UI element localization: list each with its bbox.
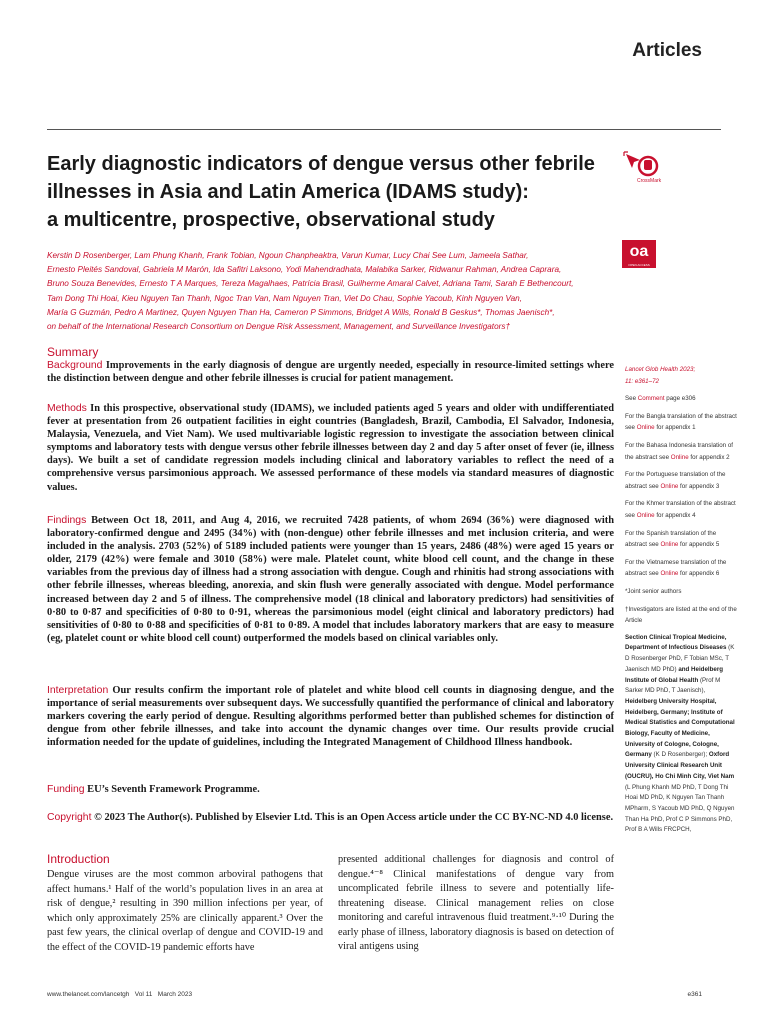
author-line: Bruno Souza Benevides, Ernesto T A Marques, Tereza Magalhaes, Patrícia Brasil, Guilherme Amaral Calvet, Adriana Tami, Sarah E Bethencourt, (47, 279, 574, 289)
translation-note (625, 469, 737, 492)
crossmark-label: CrossMark (637, 178, 662, 184)
note-text: for appendix 1 (654, 424, 696, 432)
affiliations (625, 633, 737, 836)
citation (625, 364, 737, 387)
affiliation-name: Heidelberg University Hospital, Heidelberg, Germany; Institute of Medical Statistics and Computational Biology, Faculty of Medicine, University of Cologne, Cologne, Germany (625, 697, 735, 759)
affiliation-people: (Prof M Sarker MD PhD, T Jaenisch), (625, 676, 721, 695)
note-text: See (625, 395, 638, 403)
abstract-label: Findings (47, 515, 87, 526)
title-line: a multicentre, prospective, observational study (47, 209, 495, 231)
open-access-badge (622, 240, 656, 268)
section-label: Articles (632, 40, 702, 61)
translation-note (625, 440, 737, 463)
note-text: page e306 (664, 395, 696, 403)
affiliation-people: (K D Rosenberger PhD, F Tobian MSc, T Jaenisch MD PhD) (625, 644, 735, 673)
introduction-heading: Introduction (47, 852, 110, 866)
title-line: Early diagnostic indicators of dengue versus other febrile (47, 153, 595, 175)
note-text: for appendix 5 (678, 541, 720, 549)
abstract-methods (47, 402, 614, 494)
oa-sub-label: OPEN ACCESS (628, 263, 650, 267)
note-text: For the Bangla translation of the abstract see (625, 412, 737, 432)
affiliation-name: Oxford University Clinical Research Unit (OUCRU), Ho Chi Minh City, Viet Nam (625, 751, 735, 780)
journal-citation: Lancet Glob Health 2023; (625, 366, 696, 373)
abstract-text: EU’s Seventh Framework Programme. (84, 784, 260, 795)
joint-authors-note: *Joint senior authors (625, 587, 682, 595)
translation-note (625, 498, 737, 521)
abstract-label: Interpretation (47, 685, 109, 696)
abstract-label: Copyright (47, 812, 92, 823)
comment-note (625, 393, 737, 405)
abstract-text: Improvements in the early diagnosis of dengue are urgently needed, especially in resource-limited settings where the distinction between dengue and other febrile illnesses is crucial for patient management. (47, 360, 614, 385)
affiliation-and: and (678, 665, 690, 673)
abstract-copyright (47, 811, 614, 824)
note-text: For the Vietnamese translation of the abstract see (625, 558, 727, 578)
note-text: for appendix 3 (678, 482, 720, 490)
article-title (47, 150, 595, 234)
abstract-background (47, 359, 614, 385)
translation-note (625, 557, 737, 580)
abstract-text: In this prospective, observational study (IDAMS), we included patients aged 5 years and older with undifferentiated fever at presentation from 26 outpatient facilities in eight countries (Bangladesh, Brazil, Cambodia, El Salvador, Indonesia, Malaysia, Venezuela, and Viet Nam). We used multivariable logistic regression to investigate the association between clinical symptoms and laboratory tests with dengue versus other febrile illnesses between day 2 and day 5 after onset of fever (ie, illness days). We built a set of candidate regression models including clinical and laboratory variables to reflect the need of a comprehensive versus parsimonious approach. We assessed performance of these models via standard measures of diagnostic values. (47, 403, 614, 493)
author-line: on behalf of the International Research Consortium on Dengue Risk Assessment, Management, and Surveillance Investigators† (47, 322, 511, 332)
online-link[interactable]: Online (636, 511, 655, 519)
investigators-note: †Investigators are listed at the end of the Article (625, 605, 737, 625)
volume-citation: 11: e361–72 (625, 377, 659, 385)
online-link[interactable]: Online (670, 453, 689, 461)
author-line: Ernesto Pleités Sandoval, Gabriela M Marón, Ida Safitri Laksono, Yodi Mahendradhata, Malabika Sarker, Ridwanur Rahman, Andrea Caprara, (47, 265, 562, 275)
intro-column-2: presented additional challenges for diagnosis and control of dengue.⁴⁻⁸ Clinical manifestations of dengue vary from uncomplicated febrile illness to severe and potentially life-threatening disease. Clinical management relies on close monitoring and careful intravenous fluid treatment.⁹·¹⁰ During the early phase of illness, laboratory diagnosis is based on detection of viral antigens using (338, 854, 614, 952)
oa-label: oa (629, 243, 649, 260)
affiliation-people: (K D Rosenberger); (651, 751, 709, 759)
author-line: María G Guzmán, Pedro A Martinez, Quyen Nguyen Than Ha, Cameron P Simmons, Bridget A Wills, Ronald B Geskus*, Thomas Jaenisch*, (47, 307, 555, 317)
note-text: for appendix 2 (688, 453, 730, 461)
author-line: Kerstin D Rosenberger, Lam Phung Khanh, Frank Tobian, Ngoun Chanpheaktra, Varun Kumar, Lucy Chai See Lum, Jameela Sathar, (47, 251, 529, 260)
abstract-interpretation (47, 684, 614, 749)
crossmark-icon[interactable] (622, 150, 670, 190)
page-number: e361 (687, 991, 702, 998)
note-text: for appendix 4 (654, 511, 696, 519)
note-text: For the Portuguese translation of the abstract see (625, 471, 726, 490)
translation-note (625, 528, 737, 551)
footer-journal: www.thelancet.com/lancetgh Vol 11 March 2023 (47, 991, 193, 998)
online-link[interactable]: Online (660, 541, 679, 549)
sidebar-notes (625, 364, 737, 842)
abstract-funding (47, 783, 614, 796)
online-link[interactable]: Online (636, 424, 655, 432)
translation-note (625, 411, 737, 434)
abstract-label: Methods (47, 403, 87, 414)
abstract-label: Background (47, 360, 103, 371)
note-text: For the Spanish translation of the abstract see (625, 529, 717, 549)
header-rule (47, 129, 721, 130)
abstract-findings (47, 514, 614, 645)
online-link[interactable]: Online (660, 570, 679, 578)
abstract-text: Between Oct 18, 2011, and Aug 4, 2016, we recruited 7428 patients, of whom 2694 (36%) were diagnosed with laboratory-confirmed dengue and 2495 (34%) with (non-dengue) other febrile illnesses and met inclusion criteria, and were included in the analysis. 2703 (52%) of 5189 included patients were younger than 15 years, 2486 (48%) were aged 15 years or older, 2179 (42%) were female and 3010 (58%) were male. Platelet count, white blood cell count, and the change in these variables from the previous day of illness had a strong association with dengue. Cough and rhinitis had strong associations with other febrile illnesses, whereas bleeding, anorexia, and skin flush were generally associated with dengue. Model performance increased between day 2 and 5 of illness. The comprehensive model (18 clinical and laboratory predictors) had sensitivities of 0·80 to 0·87 and specificities of 0·80 to 0·91, whereas the parsimonious model (eight clinical and laboratory predictors) had sensitivities of 0·80 to 0·88 and specificities of 0·81 to 0·89. A model that includes laboratory markers that are easy to measure (eg, platelet count or white blood cell count) outperformed the models based on clinical variables only. (47, 515, 614, 644)
affiliation-name: Section Clinical Tropical Medicine, Department of Infectious Diseases (625, 633, 727, 652)
abstract-text: Our results confirm the important role of platelet and white blood cell counts in diagnosing dengue, and the importance of serial measurements over subsequent days. We successfully quantified the performance of clinical and laboratory markers covering the early period of dengue. Resulting algorithms performed better than published schemes for distinction of dengue from other febrile illnesses, and take into account the dynamic changes over time. Our results provide crucial information needed for the update of guidelines, including the Integrated Management of Childhood Illness handbook. (47, 685, 614, 749)
affiliation-people: (L Phung Khanh MD PhD, T Dong Thi Hoai MD PhD, K Nguyen Tan Thanh MPharm, S Yacoub MD PhD, Q Nguyen Than Ha PhD, Prof C P Simmons PhD, Prof B A Wills FRCPCH, (625, 783, 735, 834)
author-list (47, 249, 607, 334)
comment-link[interactable]: Comment (637, 395, 665, 403)
intro-column-1: Dengue viruses are the most common arboviral pathogens that affect humans.¹ Half of the world’s population lives in an area at risk of dengue,² resulting in 390 million infections per year, of which only approximately 25% are clinically apparent.³ Over the past few years, the clinical overlap of dengue and COVID-19 and the effect of the COVID-19 pandemic efforts have (47, 869, 323, 953)
title-line: illnesses in Asia and Latin America (IDAMS study): (47, 181, 529, 203)
note-text: For the Bahasa Indonesia translation of the abstract see (625, 441, 734, 461)
summary-heading: Summary (47, 345, 99, 359)
author-line: Tam Dong Thi Hoai, Kieu Nguyen Tan Thanh, Ngoc Tran Van, Nam Nguyen Tran, Viet Do Chau, Sophie Yacoub, Kinh Nguyen Van, (47, 293, 522, 303)
note-text: For the Khmer translation of the abstract see (625, 500, 736, 519)
abstract-text: © 2023 The Author(s). Published by Elsevier Ltd. This is an Open Access article under the CC BY-NC-ND 4.0 license. (91, 812, 614, 823)
online-link[interactable]: Online (660, 482, 679, 490)
note-text: for appendix 6 (678, 570, 720, 578)
affiliation-name: Heidelberg Institute of Global Health (625, 665, 724, 684)
abstract-label: Funding (47, 784, 85, 795)
